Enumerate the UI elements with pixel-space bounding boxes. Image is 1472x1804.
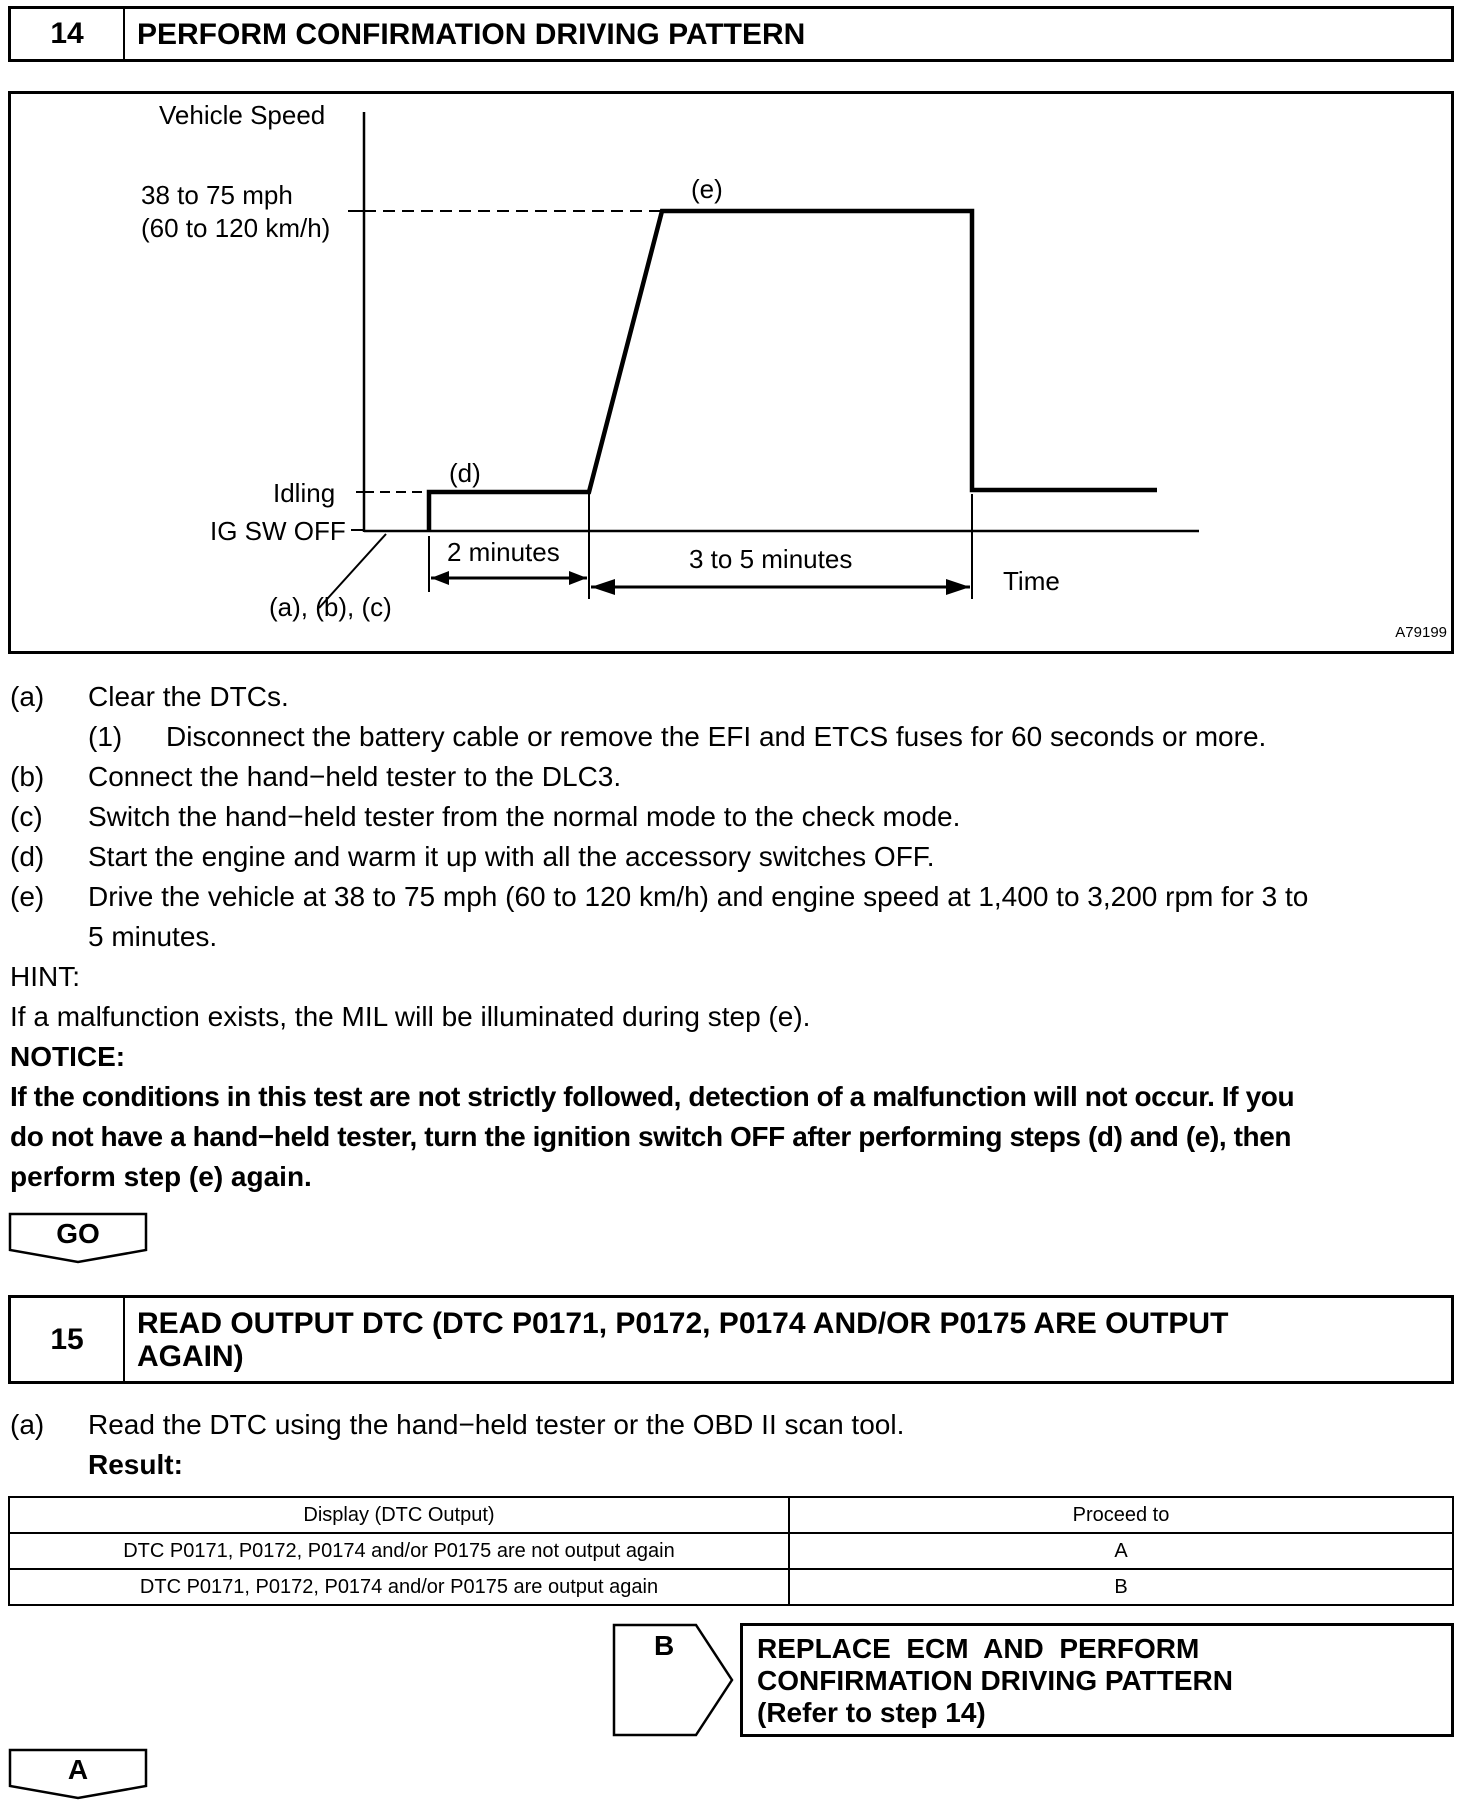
a-arrow [8, 1748, 148, 1800]
table-cell: A [789, 1533, 1453, 1569]
table-cell: B [789, 1569, 1453, 1605]
instruction-label: (b) [10, 761, 45, 792]
instruction-text: Clear the DTCs. [88, 681, 289, 712]
branch-b-action-line: (Refer to step 14) [757, 1697, 986, 1728]
driving-pattern-line [429, 211, 1157, 531]
a-label: A [67, 1754, 89, 1785]
go-label: GO [56, 1218, 100, 1249]
table-row [9, 1533, 1453, 1569]
go-arrow [8, 1212, 148, 1264]
notice-text-line: If the conditions in this test are not strictly followed, detection of a malfunction will not occur. If you [10, 1081, 1295, 1112]
step-title-line-1: READ OUTPUT DTC (DTC P0171, P0172, P0174 AND/OR P0175 ARE OUTPUT [137, 1307, 1229, 1340]
ig-sw-off-label: IG SW OFF [210, 516, 346, 546]
table-header-cell: Display (DTC Output) [9, 1497, 789, 1533]
notice-text-line: do not have a hand−held tester, turn the ignition switch OFF after performing steps (d) and (e), then [10, 1121, 1292, 1152]
step-title: PERFORM CONFIRMATION DRIVING PATTERN [137, 18, 806, 51]
instruction-label: (a) [10, 681, 45, 712]
table-cell: DTC P0171, P0172, P0174 and/or P0175 are not output again [9, 1533, 789, 1569]
points-abc-label: (a), (b), (c) [269, 592, 392, 622]
instruction-label: (d) [10, 841, 45, 872]
y-axis-label: Vehicle Speed [159, 100, 326, 130]
sub-instruction-label: (1) [88, 721, 123, 752]
instruction-text: Start the engine and warm it up with all the accessory switches OFF. [88, 841, 935, 872]
step-14-header [8, 6, 1454, 62]
point-e-label: (e) [691, 174, 723, 204]
point-d-label: (d) [449, 458, 481, 488]
step-number: 15 [11, 1298, 125, 1381]
speed-label-kmh: (60 to 120 km/h) [141, 213, 331, 243]
instruction-text-continued: 5 minutes. [88, 921, 218, 952]
table-header-row [9, 1497, 1453, 1533]
branch-b-action-line: REPLACE ECM AND PERFORM [757, 1633, 1200, 1664]
branch-b-label: B [654, 1630, 675, 1661]
hint-heading: HINT: [10, 961, 80, 992]
notice-text-line: perform step (e) again. [10, 1161, 312, 1192]
step-number: 14 [11, 9, 125, 59]
idling-label: Idling [273, 478, 336, 508]
instruction-text: Drive the vehicle at 38 to 75 mph (60 to 120 km/h) and engine speed at 1,400 to 3,200 rpm for 3 to [88, 881, 1309, 912]
step-title-line-2: AGAIN) [137, 1340, 244, 1373]
x-axis-label: Time [1003, 566, 1060, 596]
instruction-label: (c) [10, 801, 43, 832]
instruction-label: (a) [10, 1409, 45, 1440]
instruction-label: (e) [10, 881, 45, 912]
figure-id: A79199 [1395, 624, 1447, 641]
duration-3-to-5-minutes-label: 3 to 5 minutes [689, 544, 853, 574]
instruction-text: Read the DTC using the hand−held tester or the OBD II scan tool. [88, 1409, 905, 1440]
step-15-header [8, 1295, 1454, 1384]
speed-label-mph: 38 to 75 mph [141, 180, 293, 210]
result-heading: Result: [88, 1449, 183, 1480]
duration-2-minutes-label: 2 minutes [447, 537, 560, 567]
notice-heading: NOTICE: [10, 1041, 126, 1072]
table-cell: DTC P0171, P0172, P0174 and/or P0175 are output again [9, 1569, 789, 1605]
driving-pattern-diagram [8, 91, 1454, 654]
branch-b-action-line: CONFIRMATION DRIVING PATTERN [757, 1665, 1233, 1696]
result-table [8, 1496, 1454, 1606]
sub-instruction-text: Disconnect the battery cable or remove the EFI and ETCS fuses for 60 seconds or more. [166, 721, 1267, 752]
table-header-cell: Proceed to [789, 1497, 1453, 1533]
instruction-text: Switch the hand−held tester from the normal mode to the check mode. [88, 801, 961, 832]
instruction-text: Connect the hand−held tester to the DLC3. [88, 761, 622, 792]
branch-b-arrow [612, 1623, 736, 1737]
hint-text: If a malfunction exists, the MIL will be illuminated during step (e). [10, 1001, 811, 1032]
table-row [9, 1569, 1453, 1605]
branch-b-action-box [740, 1623, 1454, 1737]
